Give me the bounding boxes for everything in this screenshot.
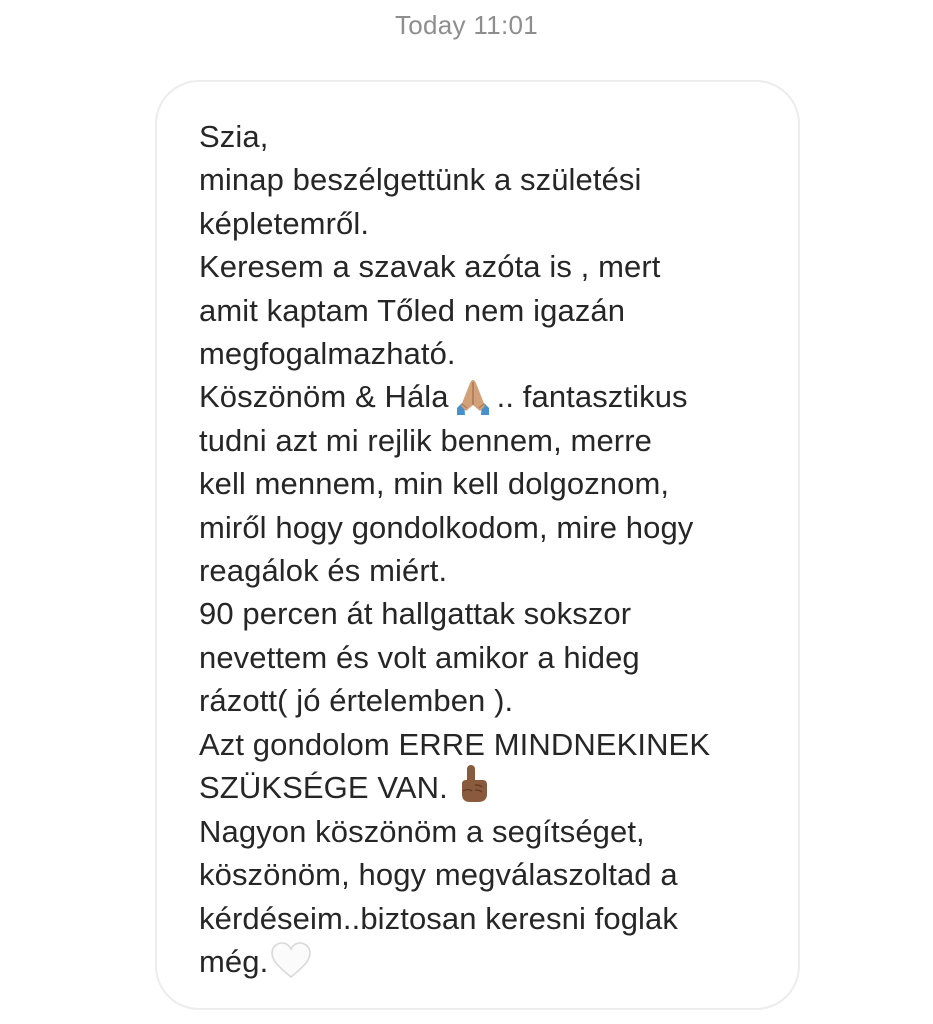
message-segment: SZÜKSÉGE VAN. (199, 770, 448, 806)
message-line (199, 940, 798, 983)
message-line: kérdéseim..biztosan keresni foglak (199, 900, 678, 936)
message-line: 90 percen át hallgattak sokszor (199, 596, 632, 632)
message-timestamp: Today 11:01 (394, 10, 539, 40)
message-segment: .. fantasztikus (496, 379, 688, 415)
message-line (199, 766, 798, 810)
message-segment: még. (199, 944, 269, 980)
message-line: tudni azt mi rejlik bennem, merre (199, 422, 652, 458)
message-line: minap beszélgettünk a születési (199, 162, 642, 198)
folded-hands-icon (453, 377, 493, 415)
message-line: rázott( jó értelemben ). (199, 683, 514, 719)
message-line: kell mennem, min kell dolgoznom, (199, 466, 670, 502)
message-bubble[interactable] (155, 80, 800, 1010)
message-line: nevettem és volt amikor a hideg (199, 639, 640, 675)
message-line: Azt gondolom ERRE MINDNEKINEK (199, 726, 711, 762)
message-line: képletemről. (199, 205, 370, 241)
message-line: megfogalmazható. (199, 336, 456, 372)
message-segment: Köszönöm & Hála (199, 379, 449, 415)
white-heart-icon (270, 942, 312, 980)
message-line: reagálok és miért. (199, 553, 448, 589)
message-line: Szia, (199, 119, 269, 154)
pointing-up-icon (458, 764, 490, 804)
message-line (199, 375, 798, 418)
message-line: Nagyon köszönöm a segítséget, (199, 813, 645, 849)
message-line: miről hogy gondolkodom, mire hogy (199, 509, 694, 545)
message-line: Keresem a szavak azóta is , mert (199, 249, 661, 285)
message-line: amit kaptam Tőled nem igazán (199, 292, 626, 328)
message-line: köszönöm, hogy megválaszoltad a (199, 857, 678, 893)
